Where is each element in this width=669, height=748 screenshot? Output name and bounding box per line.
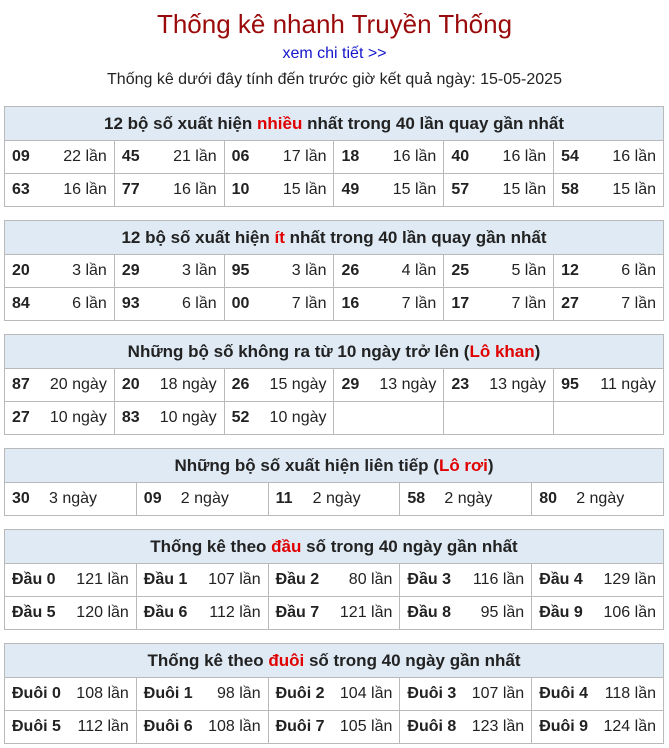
stat-cell: 63 16 lần (5, 174, 115, 207)
view-details-link[interactable]: xem chi tiết >> (282, 45, 387, 62)
lo-khan-title: Những bộ số không ra từ 10 ngày trở lên (Lô khan) (5, 335, 664, 369)
table-row (5, 564, 664, 597)
stat-cell: 27 10 ngày (5, 402, 115, 435)
stat-cell: 00 7 lần (224, 288, 334, 321)
stat-cell: 95 11 ngày (554, 369, 664, 402)
stat-cell: Đầu 1 107 lần (136, 564, 268, 597)
stat-cell: 57 15 lần (444, 174, 554, 207)
duoi-table (4, 643, 664, 744)
stat-cell: 49 15 lần (334, 174, 444, 207)
stat-cell: 23 13 ngày (444, 369, 554, 402)
table-row (5, 255, 664, 288)
stat-cell: Đuôi 7 105 lần (268, 711, 400, 744)
stat-cell: 18 16 lần (334, 141, 444, 174)
empty-cell (444, 402, 554, 435)
stat-cell: 25 5 lần (444, 255, 554, 288)
stat-cell: 84 6 lần (5, 288, 115, 321)
lo-khan-table (4, 334, 664, 435)
stat-cell: 29 13 ngày (334, 369, 444, 402)
stat-cell: 95 3 lần (224, 255, 334, 288)
lo-roi-title: Những bộ số xuất hiện liên tiếp (Lô rơi) (5, 449, 664, 483)
stat-cell: Đầu 6 112 lần (136, 597, 268, 630)
stat-cell: 20 18 ngày (114, 369, 224, 402)
stat-cell: Đuôi 5 112 lần (5, 711, 137, 744)
table-row (5, 288, 664, 321)
dau-title: Thống kê theo đầu số trong 40 ngày gần nhất (5, 530, 664, 564)
page-title: Thống kê nhanh Truyền Thống (156, 9, 513, 39)
table-row (5, 174, 664, 207)
stat-cell: 26 4 lần (334, 255, 444, 288)
stat-cell: Đầu 3 116 lần (400, 564, 532, 597)
stat-cell: 87 20 ngày (5, 369, 115, 402)
stat-cell: Đuôi 4 118 lần (532, 678, 664, 711)
stat-cell: 17 7 lần (444, 288, 554, 321)
stat-cell: 27 7 lần (554, 288, 664, 321)
stat-cell: 09 22 lần (5, 141, 115, 174)
stat-cell: 45 21 lần (114, 141, 224, 174)
stat-cell: Đuôi 1 98 lần (136, 678, 268, 711)
table-row (5, 483, 664, 516)
stat-cell: 20 3 lần (5, 255, 115, 288)
stat-cell: 30 3 ngày (5, 483, 137, 516)
lo-roi-table (4, 448, 664, 516)
table-row (5, 678, 664, 711)
dau-table (4, 529, 664, 630)
empty-cell (554, 402, 664, 435)
stat-cell: 58 15 lần (554, 174, 664, 207)
stat-cell: 06 17 lần (224, 141, 334, 174)
stat-cell: 26 15 ngày (224, 369, 334, 402)
table-row (5, 141, 664, 174)
table-row (5, 711, 664, 744)
stat-cell: Đuôi 6 108 lần (136, 711, 268, 744)
stat-cell: 12 6 lần (554, 255, 664, 288)
stat-cell: 83 10 ngày (114, 402, 224, 435)
stat-cell: 40 16 lần (444, 141, 554, 174)
duoi-title: Thống kê theo đuôi số trong 40 ngày gần nhất (5, 644, 664, 678)
least-frequent-table (4, 220, 664, 321)
stat-cell: Đuôi 0 108 lần (5, 678, 137, 711)
stat-cell: Đầu 0 121 lần (5, 564, 137, 597)
stat-cell: 10 15 lần (224, 174, 334, 207)
table-row (5, 597, 664, 630)
stat-cell: Đầu 7 121 lần (268, 597, 400, 630)
table-row (5, 402, 664, 435)
stat-cell: Đầu 9 106 lần (532, 597, 664, 630)
stat-cell: Đầu 5 120 lần (5, 597, 137, 630)
stat-cell: 54 16 lần (554, 141, 664, 174)
stat-cell: 77 16 lần (114, 174, 224, 207)
stat-cell: Đuôi 9 124 lần (532, 711, 664, 744)
most-frequent-title: 12 bộ số xuất hiện nhiều nhất trong 40 lần quay gần nhất (5, 107, 664, 141)
least-frequent-title: 12 bộ số xuất hiện ít nhất trong 40 lần quay gần nhất (5, 221, 664, 255)
table-row (5, 369, 664, 402)
stat-cell: 29 3 lần (114, 255, 224, 288)
stat-cell: 58 2 ngày (400, 483, 532, 516)
stat-cell: Đuôi 3 107 lần (400, 678, 532, 711)
stat-cell: 52 10 ngày (224, 402, 334, 435)
stat-cell: Đầu 8 95 lần (400, 597, 532, 630)
stat-cell: 09 2 ngày (136, 483, 268, 516)
stat-cell: Đầu 2 80 lần (268, 564, 400, 597)
most-frequent-table (4, 106, 664, 207)
stat-cell: 16 7 lần (334, 288, 444, 321)
stat-cell: 11 2 ngày (268, 483, 400, 516)
stat-cell: 93 6 lần (114, 288, 224, 321)
stat-cell: Đuôi 8 123 lần (400, 711, 532, 744)
page-subtitle: Thống kê dưới đây tính đến trước giờ kết quả ngày: 15-05-2025 (107, 71, 562, 88)
empty-cell (334, 402, 444, 435)
stat-cell: Đuôi 2 104 lần (268, 678, 400, 711)
stat-cell: 80 2 ngày (532, 483, 664, 516)
stat-cell: Đầu 4 129 lần (532, 564, 664, 597)
